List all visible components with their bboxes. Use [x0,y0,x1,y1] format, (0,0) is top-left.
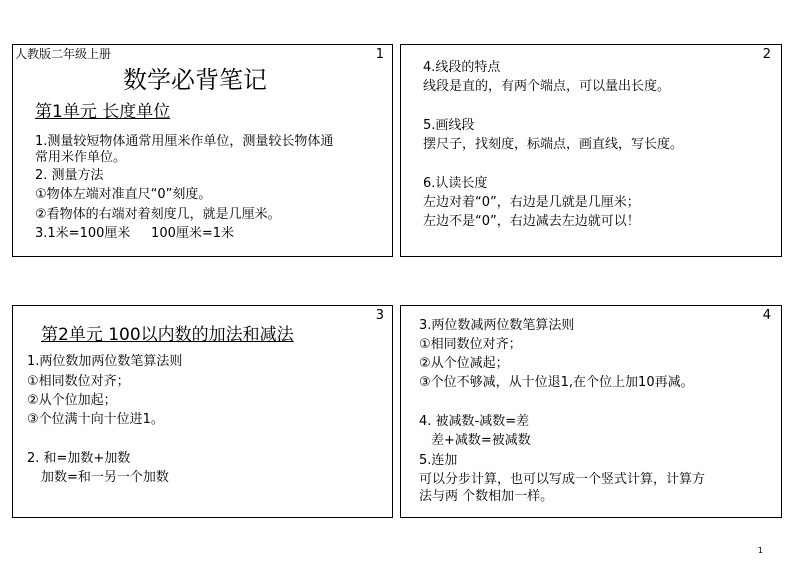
text-line: ③个位不够减，从十位退1,在个位上加10再减。 [419,375,694,390]
text-line: 1.两位数加两位数笔算法则 [27,354,183,369]
text-line: 5.连加 [419,453,458,468]
page-number: 1 [757,546,763,555]
text-line: 1.测量较短物体通常用厘米作单位，测量较长物体通 [35,134,334,149]
slide-number: 3 [375,308,384,323]
text-line: ②看物体的右端对着刻度几，就是几厘米。 [35,207,281,222]
unit-title: 第2单元 100以内数的加法和减法 [41,325,294,345]
text-line: ②从个位减起； [419,356,509,371]
text-line: 3.1米=100厘米 100厘米=1米 [35,226,235,241]
text-line: 6.认读长度 [423,176,488,191]
slide-1 [12,44,393,257]
text-line: 左边对着“0”，右边是几就是几厘米； [423,195,640,210]
text-line: ①物体左端对准直尺“0”刻度。 [35,187,212,202]
slide-3 [12,305,393,518]
text-line: ③个位满十向十位进1。 [27,412,164,427]
text-line: ②从个位加起； [27,393,117,408]
slide-header: 人教版二年级上册 [15,47,112,61]
text-line: 2. 和=加数+加数 [27,451,131,466]
slide-title: 数学必背笔记 [123,66,267,94]
text-line: 加数=和一另一个加数 [41,470,169,485]
text-line: 3.两位数减两位数笔算法则 [419,318,575,333]
text-line: 4.线段的特点 [423,60,501,75]
text-line: 可以分步计算，也可以写成一个竖式计算，计算方 [419,472,706,487]
text-line: 摆尺子，找刻度，标端点，画直线，写长度。 [423,137,684,152]
slide-4 [400,305,782,518]
unit-title: 第1单元 长度单位 [35,102,171,122]
slide-2 [400,44,782,257]
text-line: ①相同数位对齐； [27,374,130,389]
text-line: 左边不是“0”，右边减去左边就可以！ [423,214,640,229]
text-line: 4. 被减数-减数=差 [419,414,530,429]
text-line: ①相同数位对齐； [419,337,522,352]
text-line: 常用米作单位。 [35,150,127,165]
slide-number: 1 [375,47,384,62]
text-line: 差+减数=被减数 [431,433,531,448]
slide-number: 2 [762,47,771,62]
text-line: 法与两 个数相加一样。 [419,489,554,504]
text-line: 线段是直的，有两个端点，可以量出长度。 [423,79,671,94]
slide-number: 4 [762,308,771,323]
text-line: 5.画线段 [423,118,475,133]
text-line: 2. 测量方法 [35,168,104,183]
